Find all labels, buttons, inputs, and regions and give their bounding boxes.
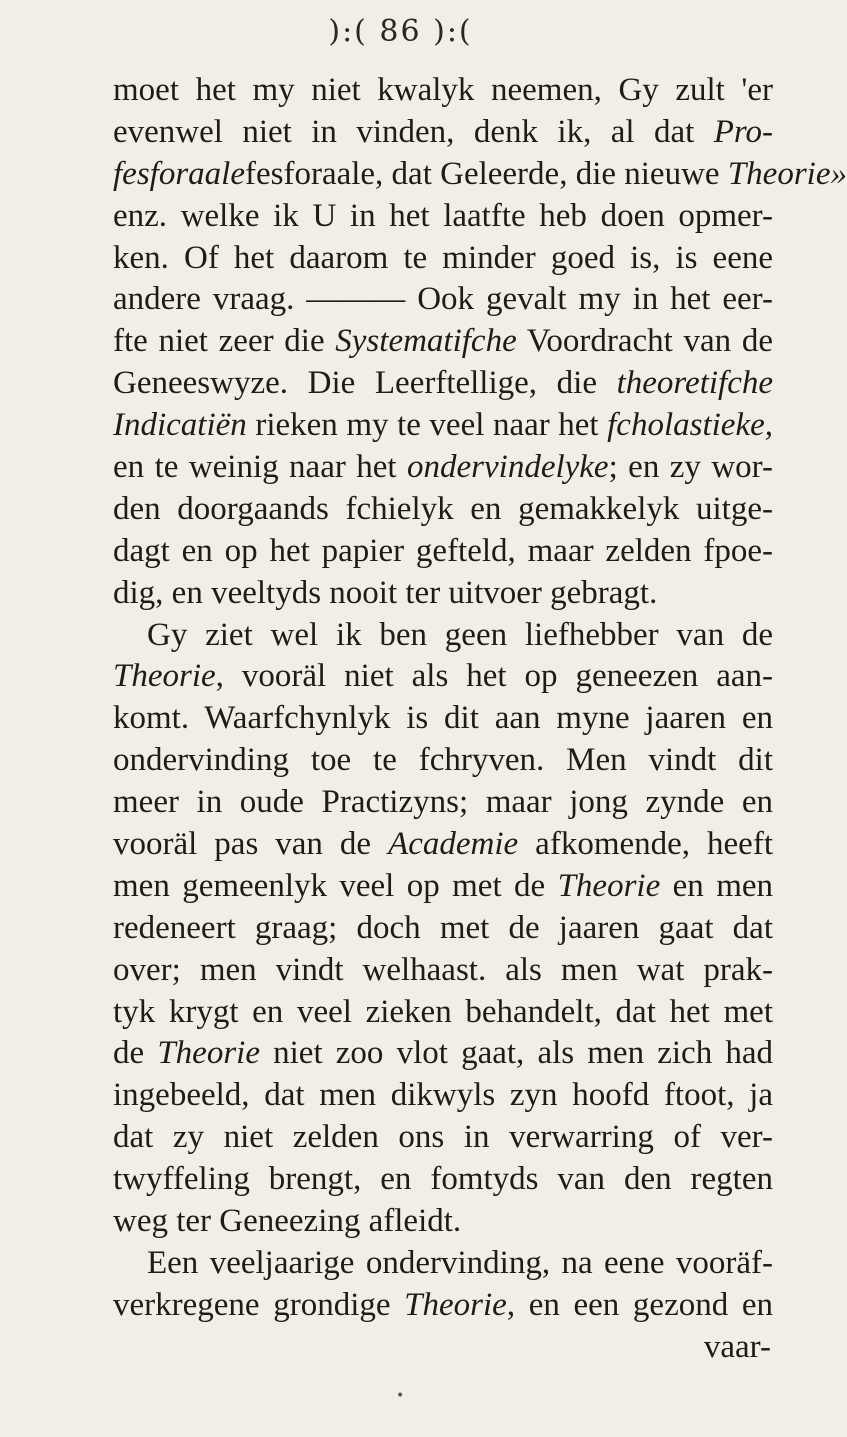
text-line-23: tyk krygt en veel zieken behandelt, dat het met <box>113 993 773 1030</box>
emphasis-pro: Pro- <box>713 113 773 150</box>
text-line-11: den doorgaands fchielyk en gemakkelyk uitge- <box>113 490 773 527</box>
text-line-18: meer in oude Practizyns; maar jong zynde en <box>113 784 773 821</box>
emphasis-theorie-3: Theorie <box>557 867 661 904</box>
text-line-5: ken. Of het daarom te minder goed is, is eene <box>113 239 773 276</box>
body-text <box>113 70 847 1369</box>
emphasis-theorie-5: Theorie <box>404 1286 507 1323</box>
text-line-15: Theorie, vooräl niet als het op geneezen aan- <box>113 658 773 695</box>
text-line-16: komt. Waarfchynlyk is dit aan myne jaaren en <box>113 700 773 737</box>
text-line-19: vooräl pas van de Academie afkomende, heeft <box>113 826 773 863</box>
text-line-12: dagt en op het papier gefteld, maar zelden fpoe- <box>113 532 773 569</box>
text-line-25: ingebeeld, dat men dikwyls zyn hoofd ftoot, ja <box>113 1077 773 1114</box>
text-line-9: Indicatiën rieken my te veel naar het fcholastieke, <box>113 407 773 444</box>
text-line-7: fte niet zeer die Systematifche Voordracht van de <box>113 323 773 360</box>
emphasis-profesforaale: fesforaale <box>113 155 245 192</box>
page-header: ):( 86 ):( <box>328 14 473 49</box>
emphasis-theorie-4: Theorie <box>157 1035 260 1072</box>
emphasis-theoretische: theoretifche <box>616 365 773 402</box>
text-line-8: Geneeswyze. Die Leerftellige, die theoretifche <box>113 365 773 402</box>
text-line-21: redeneert graag; doch met de jaaren gaat dat <box>113 909 773 946</box>
emphasis-academie: Academie <box>388 826 519 863</box>
text-line-20: men gemeenlyk veel op met de Theorie en men <box>113 867 774 904</box>
footer-mark: • <box>396 1388 405 1404</box>
text-line-2: evenwel niet in vinden, denk ik, al dat Pro- <box>113 113 773 150</box>
text-line-29: Een veeljaarige ondervinding, na eene vooräf- <box>147 1244 773 1281</box>
text-line-28: weg ter Geneezing afleidt. <box>113 1203 462 1240</box>
text-line-22: over; men vindt welhaast. als men wat prak- <box>113 951 773 988</box>
emphasis-ondervindelyke: ondervindelyke <box>407 449 609 486</box>
text-line-27: twyffeling brengt, en fomtyds van den regten <box>113 1161 773 1198</box>
text-line-13: dig, en veeltyds nooit ter uitvoer gebragt. <box>113 574 658 611</box>
text-line-6: andere vraag. ——— Ook gevalt my in het eer- <box>113 281 773 318</box>
emphasis-theorie: Theorie» <box>727 155 847 192</box>
catchword: vaar- <box>703 1328 771 1365</box>
text-line-10: en te weinig naar het ondervindelyke; en zy wor- <box>113 449 773 486</box>
emphasis-systematische: Systematifche <box>335 323 517 360</box>
text-line-26: dat zy niet zelden ons in verwarring of ver- <box>113 1119 773 1156</box>
emphasis-indicatien: Indicatiën <box>113 407 247 444</box>
text-line-30: verkregene grondige Theorie, en een gezond en <box>113 1286 774 1323</box>
text-line-14: Gy ziet wel ik ben geen liefhebber van de <box>147 616 773 653</box>
emphasis-theorie-2: Theorie <box>113 658 216 695</box>
text-line-17: ondervinding toe te fchryven. Men vindt dit <box>113 742 773 779</box>
text-line-24: de Theorie niet zoo vlot gaat, als men zich had <box>113 1035 773 1072</box>
text-line-3: fesforaalefesforaale, dat Geleerde, die nieuwe Theorie» <box>113 155 847 192</box>
emphasis-scholastieke: fcholastieke, <box>607 407 773 444</box>
text-line-1: moet het my niet kwalyk neemen, Gy zult 'er <box>113 72 773 108</box>
text-line-4: enz. welke ik U in het laatfte heb doen opmer- <box>113 197 773 234</box>
